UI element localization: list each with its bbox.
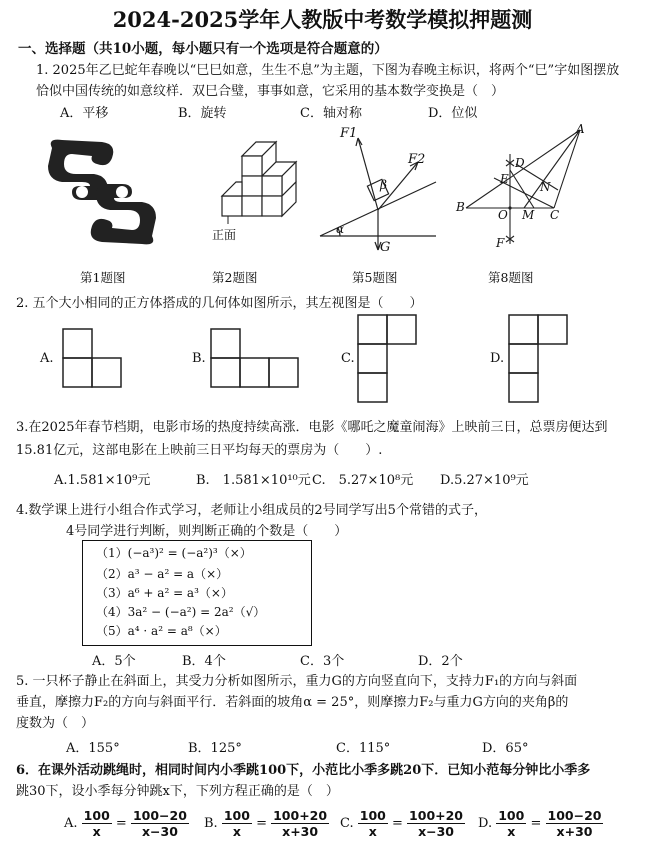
q4-option-c: C．3个 (300, 654, 345, 669)
fig5-label-alpha: α (336, 222, 345, 236)
q4-item-3: （3）a⁶ + a² = a³（×） (96, 586, 233, 600)
q6-line1: 6．在课外活动跳绳时，相同时间内小季跳100下，小范比小季多跳20下．已知小范每分钟比小季多 (16, 763, 591, 778)
q4-item-4: （4）3a² − (−a²) = 2a²（√） (96, 605, 266, 619)
fig8-label-f: F (496, 236, 505, 250)
figure1-ruyi-logo (42, 138, 162, 246)
q5-line3: 度数为（ ） (16, 716, 95, 731)
figure8-geometry (454, 124, 594, 250)
q4-option-a: A．5个 (92, 654, 136, 669)
fig5-label-beta: β (380, 178, 387, 192)
q1-option-d: D．位似 (428, 106, 478, 121)
q3-line1: 3.在2025年春节档期，电影市场的热度持续高涨．电影《哪吒之魔童闹海》上映前三日，总票房便达到 (16, 420, 608, 435)
q5-option-c: C．115° (336, 741, 391, 756)
fig8-label-o: O (498, 208, 508, 222)
q6-a-left-fraction: $\frac{100}{x}$ (83, 808, 110, 839)
fig5-label-f1: F1 (340, 126, 358, 141)
q3-option-b: B. 1.581×10¹⁰元 (196, 473, 311, 488)
q6-option-c: C. $\frac{100}{x}$ = $\frac{100+20}{x-30}$ (340, 808, 464, 839)
fig8-label-c: C (550, 208, 560, 222)
q6-a-right-fraction: $\frac{100-20}{x-30}$ (132, 808, 187, 839)
fig5-label-g: G (380, 240, 391, 255)
q4-item-1: （1）(−a³)² = (−a²)³（×） (96, 546, 252, 560)
q6-b-left-fraction: $\frac{100}{x}$ (223, 808, 250, 839)
caption-fig1: 第1题图 (80, 270, 126, 285)
caption-fig2: 第2题图 (212, 270, 258, 285)
q2-text: 2. 五个大小相同的正方体搭成的几何体如图所示，其左视图是（ ） (16, 296, 423, 311)
q2-view-d (508, 314, 568, 404)
q4-item-5: （5）a⁴ · a² = a⁸（×） (96, 624, 227, 638)
fig8-label-n: N (540, 180, 551, 194)
q4-option-d: D．2个 (418, 654, 463, 669)
caption-fig5: 第5题图 (352, 270, 398, 285)
q1-option-b: B．旋转 (178, 106, 227, 121)
q2-option-b: B. (192, 351, 206, 366)
fig8-label-m: M (522, 208, 535, 222)
q1-option-a: A．平移 (60, 106, 109, 121)
q5-option-d: D．65° (482, 741, 529, 756)
fig5-label-f2: F2 (408, 152, 426, 167)
q6-b-right-fraction: $\frac{100+20}{x+30}$ (273, 808, 328, 839)
q4-item-2: （2）a³ − a² = a（×） (96, 567, 229, 581)
fig8-label-d: D (515, 156, 525, 170)
q6-option-b: B. $\frac{100}{x}$ = $\frac{100+20}{x+30}$ (204, 808, 328, 839)
fig8-label-b: B (456, 200, 465, 214)
figure2-front-label: 正面 (212, 228, 237, 242)
q6-c-left-fraction: $\frac{100}{x}$ (359, 808, 386, 839)
q3-line2: 15.81亿元，这部电影在上映前三日平均每天的票房为（ ）. (16, 443, 383, 458)
q5-option-b: B．125° (188, 741, 242, 756)
page-title: 2024-2025学年人教版中考数学模拟押题测 (112, 7, 533, 32)
q1-option-c: C．轴对称 (300, 106, 362, 121)
q6-d-label: D. (478, 816, 493, 831)
q6-c-right-fraction: $\frac{100+20}{x-30}$ (409, 808, 464, 839)
q6-d-left-fraction: $\frac{100}{x}$ (498, 808, 525, 839)
fig8-label-a: A (576, 122, 585, 136)
q6-a-label: A. (64, 816, 78, 831)
q6-line2: 跳30下，设小季每分钟跳x下，下列方程正确的是（ ） (16, 784, 339, 799)
q6-b-label: B. (204, 816, 218, 831)
q6-option-d: D. $\frac{100}{x}$ = $\frac{100-20}{x+30}$ (478, 808, 602, 839)
q2-view-c (357, 314, 417, 404)
q2-option-a: A. (40, 351, 54, 366)
q1-line2: 恰似中国传统的如意纹样．双巳合璧，事事如意，它采用的基本数学变换是（ ） (36, 84, 505, 99)
q2-view-b (210, 328, 300, 388)
q2-option-c: C. (341, 351, 355, 366)
q6-d-right-fraction: $\frac{100-20}{x+30}$ (547, 808, 602, 839)
q2-view-a (62, 328, 122, 388)
q5-line2: 垂直，摩擦力F₂的方向与斜面平行．若斜面的坡角α = 25°，则摩擦力F₂与重力G方向的夹角β的 (16, 695, 569, 710)
caption-fig8: 第8题图 (488, 270, 534, 285)
q4-option-b: B．4个 (182, 654, 226, 669)
q3-option-d: D.5.27×10⁹元 (440, 473, 529, 488)
section-heading: 一、选择题（共10小题，每小题只有一个选项是符合题意的） (18, 41, 388, 57)
q4-line2: 4号同学进行判断，则判断正确的个数是（ ） (66, 524, 348, 539)
q6-option-a: A. $\frac{100}{x}$ = $\frac{100-20}{x-30}$ (64, 808, 187, 839)
q3-option-c: C. 5.27×10⁸元 (312, 473, 414, 488)
q4-line1: 4.数学课上进行小组合作式学习，老师让小组成员的2号同学写出5个常错的式子， (16, 503, 487, 518)
q6-c-label: C. (340, 816, 354, 831)
q5-option-a: A．155° (66, 741, 120, 756)
q2-option-d: D. (490, 351, 505, 366)
q3-option-a: A.1.581×10⁹元 (54, 473, 151, 488)
q1-line1: 1. 2025年乙巳蛇年春晚以“巳巳如意，生生不息”为主题，下图为春晚主标识，将两个“巳”字如图摆放 (36, 63, 620, 78)
q5-line1: 5. 一只杯子静止在斜面上，其受力分析如图所示，重力G的方向竖直向下，支持力F₁的方向与斜面 (16, 674, 578, 689)
fig8-label-e: E (500, 172, 509, 186)
figure2-cubes (208, 134, 308, 234)
